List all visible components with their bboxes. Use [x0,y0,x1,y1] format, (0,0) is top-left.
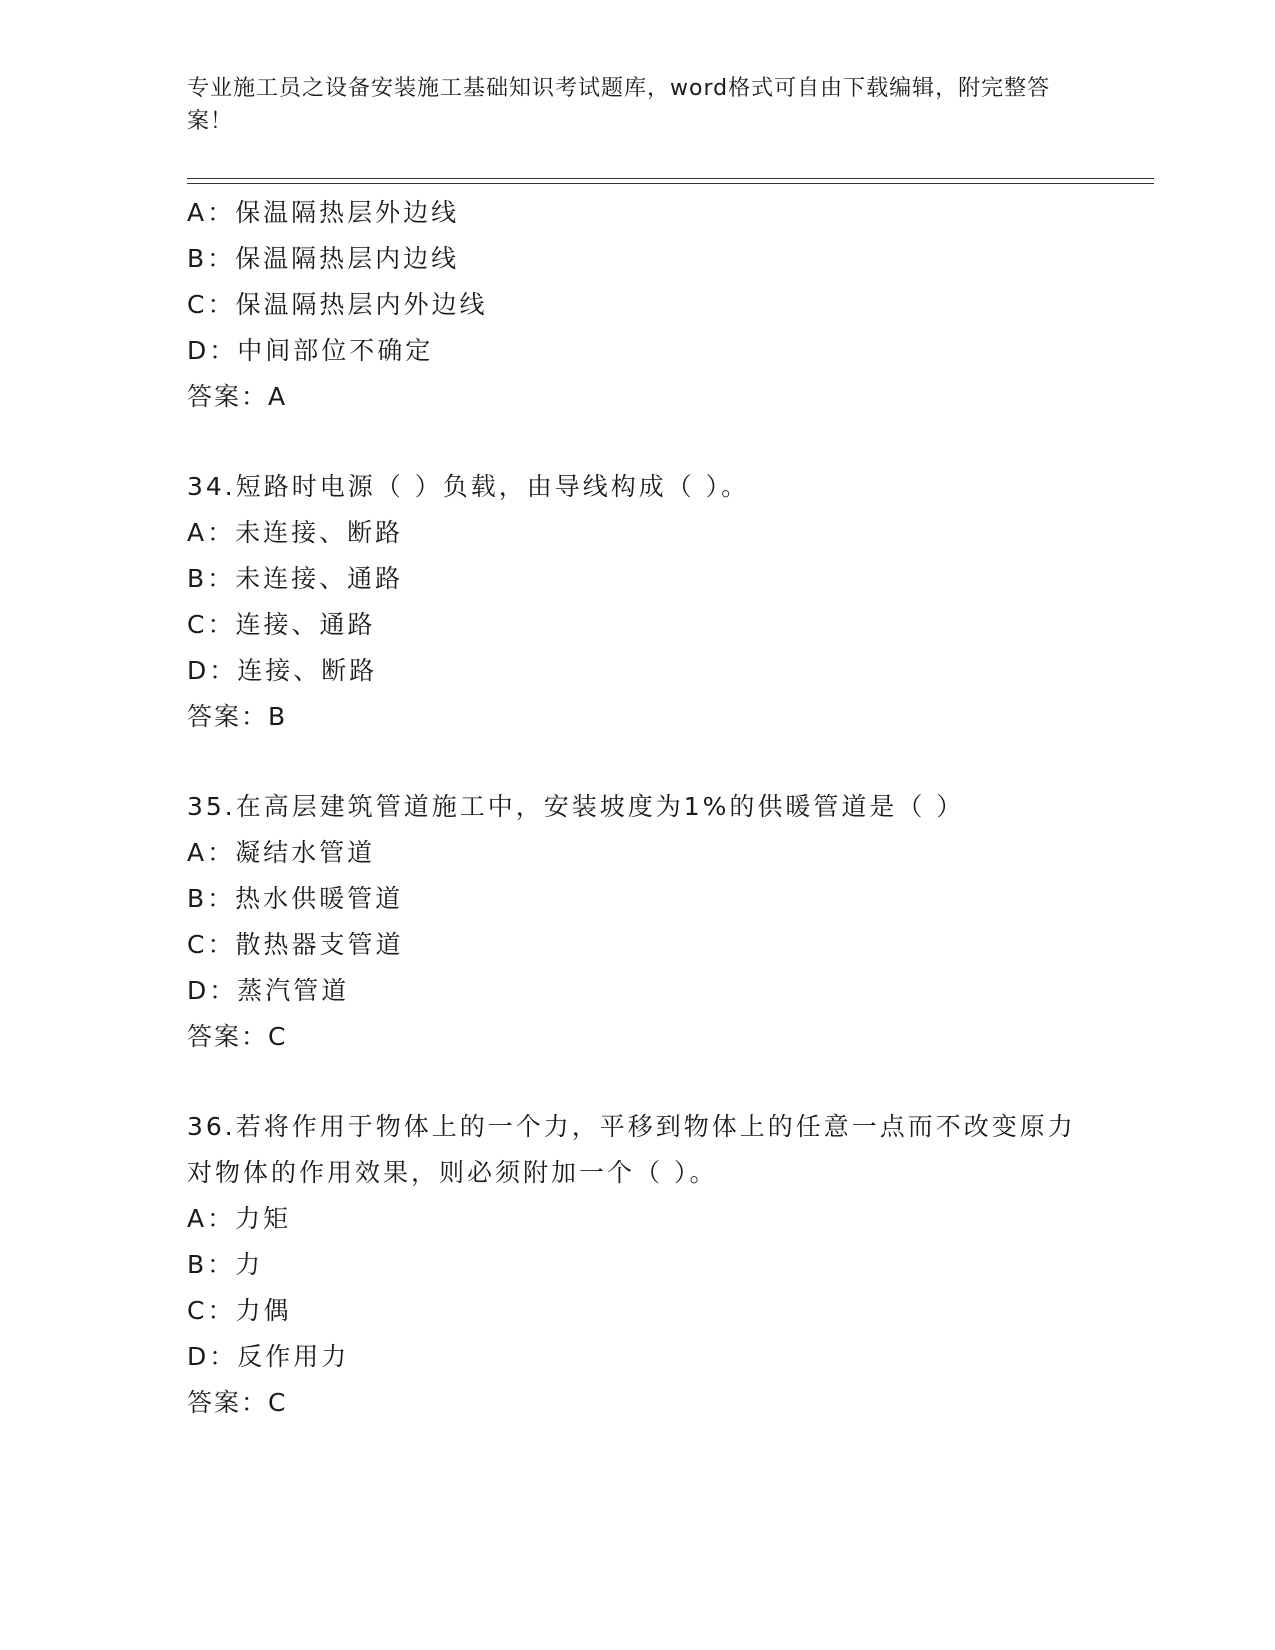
answer: 答案：C [187,1022,288,1051]
answer: 答案：B [187,702,288,731]
option-b: B：保温隔热层内边线 [187,244,460,273]
option-c: C：连接、通路 [187,610,376,639]
option-b: B：未连接、通路 [187,564,404,593]
spacer [187,420,1087,464]
option-c: C：保温隔热层内外边线 [187,290,488,319]
option-d: D：反作用力 [187,1342,350,1371]
question-block [187,1104,1087,1426]
question-text: 35.在高层建筑管道施工中，安装坡度为1%的供暖管道是（ ） [187,792,965,821]
question-block [187,784,1087,1060]
question-list [187,190,1087,1426]
header-divider-top [187,178,1154,179]
option-a: A：未连接、断路 [187,518,404,547]
option-c: C：散热器支管道 [187,930,404,959]
question-text: 36.若将作用于物体上的一个力，平移到物体上的任意一点而不改变原力对物体的作用效果，则必须附加一个（ ）。 [187,1112,1076,1187]
spacer [187,1060,1087,1104]
option-a: A：保温隔热层外边线 [187,198,460,227]
question-block [187,190,1087,420]
answer: 答案：C [187,1388,288,1417]
question-text: 34.短路时电源（ ）负载，由导线构成（ ）。 [187,472,750,501]
option-c: C：力偶 [187,1296,292,1325]
document-header: 专业施工员之设备安装施工基础知识考试题库，word格式可自由下载编辑，附完整答案！ [187,76,1051,134]
option-d: D：中间部位不确定 [187,336,434,365]
option-a: A：力矩 [187,1204,292,1233]
option-d: D：连接、断路 [187,656,378,685]
question-block [187,464,1087,740]
option-b: B：力 [187,1250,264,1279]
option-a: A：凝结水管道 [187,838,376,867]
option-b: B：热水供暖管道 [187,884,404,913]
answer: 答案：A [187,382,288,411]
header-divider-bottom [187,183,1154,184]
spacer [187,740,1087,784]
option-d: D：蒸汽管道 [187,976,350,1005]
